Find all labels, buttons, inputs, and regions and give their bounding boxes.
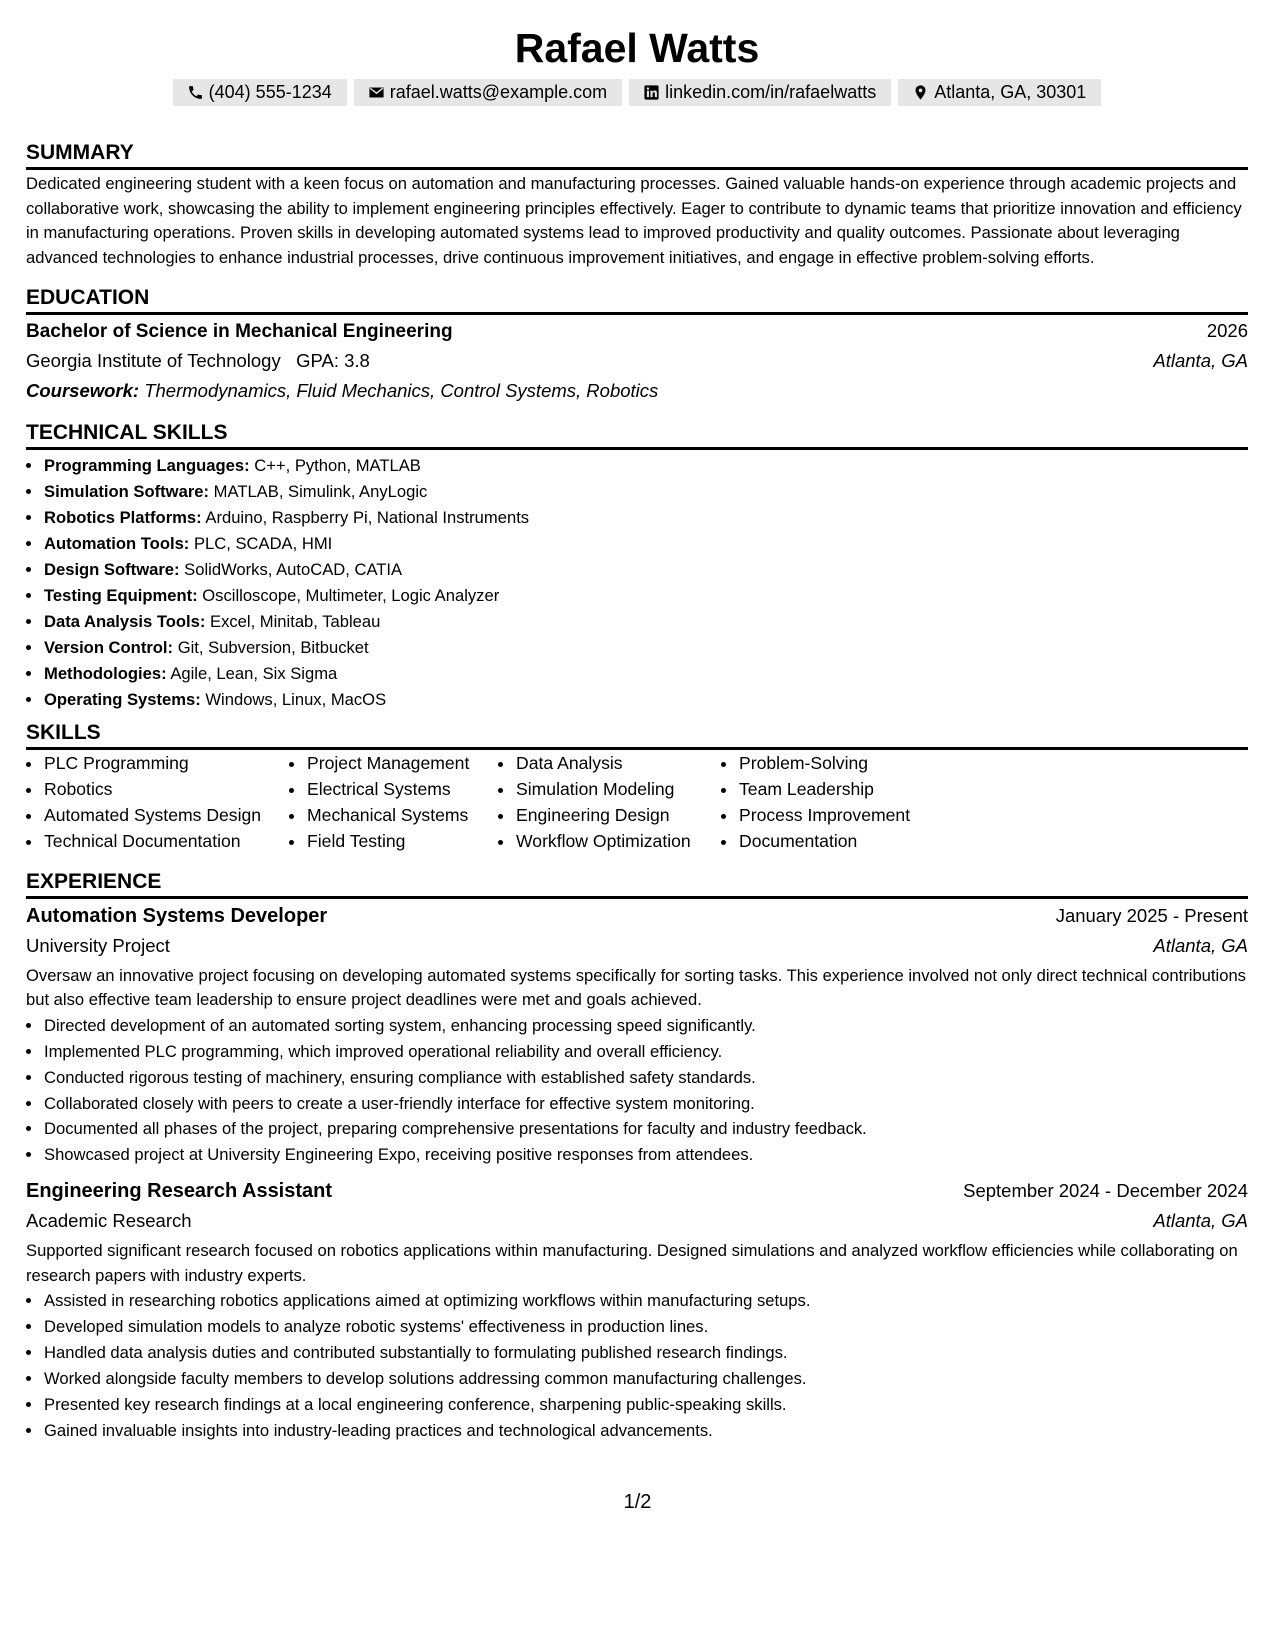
section-divider	[26, 167, 1248, 170]
graduation-year: 2026	[1206, 320, 1248, 342]
job-location: Atlanta, GA	[1153, 934, 1248, 956]
contact-phone	[173, 79, 347, 106]
list-item: • Workflow Optimization	[515, 829, 721, 855]
degree: Bachelor of Science in Mechanical Engineering	[26, 321, 453, 343]
list-item: • Data Analysis	[515, 751, 721, 777]
list-item	[43, 661, 1248, 687]
contact-email[interactable]	[354, 79, 622, 106]
skills-column	[26, 751, 289, 854]
section-divider	[26, 312, 1248, 315]
summary-section	[26, 140, 1248, 270]
contact-linkedin-text: linkedin.com/in/rafaelwatts	[665, 82, 877, 102]
job-org-row	[26, 931, 1248, 961]
list-item: • Developed simulation models to analyze robotic systems' effectiveness in production lines.	[43, 1314, 1248, 1340]
list-item: • Simulation Modeling	[515, 777, 721, 803]
coursework	[26, 376, 1248, 406]
skill-label: Data Analysis Tools:	[44, 611, 206, 631]
section-divider	[26, 747, 1248, 750]
list-item: • Presented key research findings at a local engineering conference, sharpening public-speaking skills.	[43, 1392, 1248, 1418]
list-item: • Electrical Systems	[306, 777, 498, 803]
section-title: EDUCATION	[26, 286, 150, 310]
gpa: GPA: 3.8	[296, 350, 370, 372]
skill-label: Robotics Platforms:	[44, 508, 202, 528]
skill-value: Windows, Linux, MacOS	[205, 689, 387, 709]
list-item	[43, 453, 1248, 479]
list-item: • Problem-Solving	[738, 751, 1021, 777]
skills-column	[498, 751, 721, 854]
list-item	[43, 531, 1248, 557]
linkedin-icon	[643, 84, 660, 101]
skills-grid	[26, 751, 1248, 854]
phone-icon	[187, 84, 204, 101]
list-item: • Handled data analysis duties and contributed substantially to formulating published research findings.	[43, 1340, 1248, 1366]
section-title: SKILLS	[26, 721, 101, 745]
list-item: • Showcased project at University Engineering Expo, receiving positive responses from attendees.	[43, 1142, 1248, 1168]
contact-phone-text: (404) 555-1234	[208, 82, 332, 102]
skill-value: PLC, SCADA, HMI	[193, 534, 333, 554]
candidate-name: Rafael Watts	[514, 25, 760, 71]
skill-label: Automation Tools:	[44, 534, 190, 554]
skill-label: Programming Languages:	[44, 456, 250, 476]
skill-label: Operating Systems:	[44, 689, 201, 709]
contact-location-text: Atlanta, GA, 30301	[934, 82, 1087, 102]
list-item: • Process Improvement	[738, 803, 1021, 829]
list-item: • Implemented PLC programming, which improved operational reliability and overall efficiency.	[43, 1039, 1248, 1065]
school-location: Atlanta, GA	[1153, 350, 1248, 372]
list-item	[43, 583, 1248, 609]
skill-label: Simulation Software:	[44, 482, 210, 502]
job-bullets	[26, 1013, 1248, 1168]
job-entry	[26, 1176, 1248, 1444]
school-name: Georgia Institute of Technology	[26, 350, 281, 372]
section-title: SUMMARY	[26, 141, 134, 164]
education-section	[26, 285, 1248, 406]
list-item: • Field Testing	[306, 829, 498, 855]
list-item: • Worked alongside faculty members to develop solutions addressing common manufacturing challenges.	[43, 1366, 1248, 1392]
job-location: Atlanta, GA	[1153, 1210, 1248, 1232]
skill-value: MATLAB, Simulink, AnyLogic	[213, 482, 428, 502]
experience-section	[26, 869, 1248, 1444]
contact-bar	[26, 79, 1248, 106]
contact-location	[898, 79, 1101, 106]
skills-column	[289, 751, 498, 854]
job-dates: September 2024 - December 2024	[963, 1180, 1248, 1202]
list-item: • PLC Programming	[43, 751, 289, 777]
list-item	[43, 687, 1248, 713]
skills-section	[26, 720, 1248, 854]
list-item: • Automated Systems Design	[43, 803, 289, 829]
contact-linkedin[interactable]	[629, 79, 891, 106]
skill-value: C++, Python, MATLAB	[254, 456, 421, 476]
coursework-list: Thermodynamics, Fluid Mechanics, Control Systems, Robotics	[144, 380, 659, 402]
page-number: 1/2	[623, 1491, 652, 1513]
skill-label: Testing Equipment:	[44, 585, 198, 605]
contact-email-text: rafael.watts@example.com	[389, 82, 608, 102]
section-title: TECHNICAL SKILLS	[26, 421, 228, 445]
education-school-row	[26, 346, 1248, 376]
job-entry	[26, 901, 1248, 1169]
list-item: • Documented all phases of the project, preparing comprehensive presentations for faculty and industry feedback.	[43, 1116, 1248, 1142]
job-bullets	[26, 1288, 1248, 1443]
list-item: • Robotics	[43, 777, 289, 803]
list-item: • Directed development of an automated sorting system, enhancing processing speed significantly.	[43, 1013, 1248, 1039]
education-header-row	[26, 317, 1248, 346]
job-title: Engineering Research Assistant	[26, 1180, 333, 1203]
list-item: • Mechanical Systems	[306, 803, 498, 829]
job-org: Academic Research	[26, 1210, 192, 1232]
skill-label: Design Software:	[44, 560, 180, 579]
list-item: • Assisted in researching robotics applications aimed at optimizing workflows within manufacturing setups.	[43, 1288, 1248, 1314]
skill-label: Version Control:	[44, 637, 174, 657]
skills-column	[721, 751, 1021, 854]
list-item: • Documentation	[738, 829, 1021, 855]
skill-value: SolidWorks, AutoCAD, CATIA	[184, 560, 403, 579]
map-pin-icon	[912, 84, 929, 101]
envelope-icon	[368, 84, 385, 101]
job-title: Automation Systems Developer	[26, 904, 328, 927]
school-line	[26, 346, 370, 376]
section-title: EXPERIENCE	[26, 869, 162, 893]
skill-value: Excel, Minitab, Tableau	[210, 611, 381, 631]
skill-label: Methodologies:	[44, 663, 167, 683]
job-dates: January 2025 - Present	[1055, 904, 1248, 926]
list-item	[43, 557, 1248, 583]
section-divider	[26, 896, 1248, 899]
list-item: • Technical Documentation	[43, 829, 289, 855]
section-divider	[26, 447, 1248, 450]
list-item	[43, 479, 1248, 505]
job-header-row	[26, 901, 1248, 931]
job-description: Supported significant research focused on robotics applications within manufacturing. Designed simulations and analyzed workflow efficiencies while collaborating on research papers with industry experts.	[26, 1241, 1238, 1285]
list-item	[43, 505, 1248, 531]
list-item: • Project Management	[306, 751, 498, 777]
job-org-row	[26, 1206, 1248, 1236]
coursework-label: Coursework:	[26, 380, 140, 402]
list-item	[43, 609, 1248, 635]
list-item: • Conducted rigorous testing of machinery, ensuring compliance with established safety standards.	[43, 1065, 1248, 1091]
job-header-row	[26, 1176, 1248, 1206]
list-item	[43, 635, 1248, 661]
list-item: • Engineering Design	[515, 803, 721, 829]
list-item: • Collaborated closely with peers to create a user-friendly interface for effective system monitoring.	[43, 1091, 1248, 1117]
list-item: • Gained invaluable insights into industry-leading practices and technological advancements.	[43, 1418, 1248, 1444]
skill-value: Git, Subversion, Bitbucket	[177, 637, 369, 657]
skill-value: Oscilloscope, Multimeter, Logic Analyzer	[202, 585, 500, 605]
technical-skills-section	[26, 420, 1248, 712]
skill-value: Arduino, Raspberry Pi, National Instruments	[205, 508, 530, 528]
summary-text: Dedicated engineering student with a keen focus on automation and manufacturing processes. Gained valuable hands-on experience through academic projects and collaborative work, showcasing the ability to implement engineering principles effectively. Eager to contribute to dynamic teams that prioritize innovation and efficiency in manufacturing operations. Proven skills in developing automated systems lead to improved productivity and quality outcomes. Passionate about leveraging advanced technologies to enhance industrial processes, drive continuous improvement initiatives, and engage in effective problem-solving efforts.	[26, 174, 1242, 267]
job-description: Oversaw an innovative project focusing on developing automated systems specifically for sorting tasks. This experience involved not only direct technical contributions but also effective team leadership to ensure project deadlines were met and goals achieved.	[26, 965, 1246, 1010]
list-item: • Team Leadership	[738, 777, 1021, 803]
technical-skills-list	[26, 453, 1248, 712]
job-org: University Project	[26, 934, 170, 956]
skill-value: Agile, Lean, Six Sigma	[170, 663, 338, 683]
